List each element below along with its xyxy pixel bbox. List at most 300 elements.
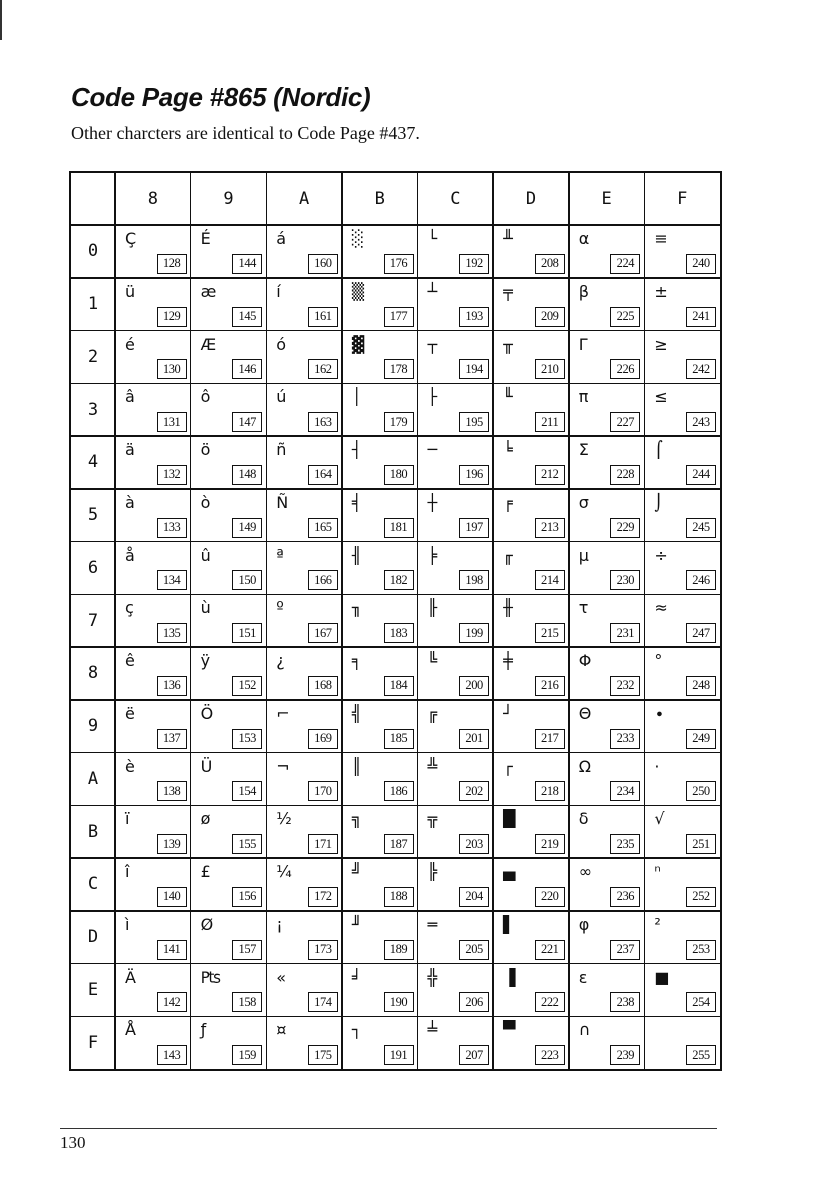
character-glyph: ═ <box>427 914 438 934</box>
table-cell <box>115 594 191 647</box>
decimal-code-box: 166 <box>308 570 338 590</box>
decimal-code-box: 161 <box>308 307 338 327</box>
table-cell <box>418 542 494 595</box>
decimal-code-box: 237 <box>610 940 640 960</box>
decimal-code-box: 245 <box>686 518 716 538</box>
character-glyph: Ñ <box>276 492 289 512</box>
row-header: 7 <box>87 610 99 631</box>
table-cell <box>418 647 494 700</box>
table-cell <box>493 383 569 436</box>
decimal-code-box: 198 <box>459 570 489 590</box>
character-glyph: ┬ <box>427 334 438 354</box>
table-cell <box>644 278 720 331</box>
table-cell <box>191 805 267 858</box>
table-cell <box>644 753 720 806</box>
character-glyph: ║ <box>351 756 362 776</box>
decimal-code-box: 154 <box>232 781 262 801</box>
decimal-code-box: 218 <box>535 781 565 801</box>
decimal-code-box: 239 <box>610 1045 640 1065</box>
decimal-code-box: 236 <box>610 887 640 907</box>
character-glyph: Ω <box>578 756 591 776</box>
decimal-code-box: 248 <box>686 676 716 696</box>
character-glyph: ç <box>125 598 134 618</box>
decimal-code-box: 242 <box>686 359 716 379</box>
character-glyph: ╙ <box>503 387 513 407</box>
table-cell <box>266 489 342 542</box>
character-glyph: φ <box>578 914 590 934</box>
row-header: 6 <box>87 557 99 578</box>
table-cell <box>342 753 418 806</box>
character-glyph: ╓ <box>503 545 513 565</box>
character-glyph: █ <box>503 809 516 829</box>
decimal-code-box: 173 <box>308 940 338 960</box>
table-cell <box>493 911 569 964</box>
table-cell <box>569 383 645 436</box>
table-cell <box>493 805 569 858</box>
decimal-code-box: 149 <box>232 518 262 538</box>
table-cell <box>342 594 418 647</box>
table-cell <box>644 1016 720 1069</box>
character-glyph: ╬ <box>427 967 438 987</box>
table-cell <box>493 964 569 1017</box>
table-cell <box>569 647 645 700</box>
decimal-code-box: 168 <box>308 676 338 696</box>
decimal-code-box: 146 <box>232 359 262 379</box>
decimal-code-box: 145 <box>232 307 262 327</box>
character-glyph: ≡ <box>654 229 668 248</box>
character-glyph: ╟ <box>427 598 438 618</box>
decimal-code-box: 200 <box>459 676 489 696</box>
decimal-code-box: 244 <box>686 465 716 485</box>
character-glyph: ■ <box>654 967 670 987</box>
decimal-code-box: 212 <box>535 465 565 485</box>
decimal-code-box: 195 <box>459 412 489 432</box>
character-glyph: ñ <box>276 440 287 459</box>
decimal-code-box: 152 <box>232 676 262 696</box>
decimal-code-box: 157 <box>232 940 262 960</box>
table-cell <box>342 383 418 436</box>
character-glyph: ± <box>654 281 668 301</box>
decimal-code-box: 219 <box>535 834 565 854</box>
character-glyph: ⁿ <box>654 862 661 881</box>
table-cell <box>418 1016 494 1069</box>
decimal-code-box: 241 <box>686 307 716 327</box>
character-glyph: ▓ <box>351 334 365 354</box>
table-cell <box>342 805 418 858</box>
decimal-code-box: 175 <box>308 1045 338 1065</box>
decimal-code-box: 186 <box>384 781 414 801</box>
decimal-code-box: 169 <box>308 729 338 749</box>
table-cell <box>418 964 494 1017</box>
decimal-code-box: 140 <box>157 887 187 907</box>
table-cell <box>191 700 267 753</box>
decimal-code-box: 160 <box>308 254 338 274</box>
table-cell <box>266 278 342 331</box>
table-cell <box>569 489 645 542</box>
character-glyph: ¼ <box>276 862 292 881</box>
table-cell <box>493 594 569 647</box>
table-cell <box>569 542 645 595</box>
character-glyph: Φ <box>578 651 592 670</box>
table-cell <box>569 700 645 753</box>
decimal-code-box: 230 <box>610 570 640 590</box>
character-glyph: ° <box>654 651 663 670</box>
table-cell <box>418 753 494 806</box>
decimal-code-box: 179 <box>384 412 414 432</box>
decimal-code-box: 159 <box>232 1045 262 1065</box>
decimal-code-box: 213 <box>535 518 565 538</box>
character-glyph: ┐ <box>351 1020 362 1040</box>
decimal-code-box: 235 <box>610 834 640 854</box>
decimal-code-box: 210 <box>535 359 565 379</box>
character-glyph: ó <box>276 334 287 354</box>
character-glyph: µ <box>578 545 589 565</box>
character-glyph: ▐ <box>503 967 516 987</box>
decimal-code-box: 208 <box>535 254 565 274</box>
character-glyph: ⌐ <box>276 703 290 723</box>
character-glyph: ÿ <box>200 651 211 670</box>
table-cell <box>266 647 342 700</box>
table-cell <box>191 331 267 384</box>
decimal-code-box: 222 <box>535 992 565 1012</box>
decimal-code-box: 150 <box>232 570 262 590</box>
character-glyph: σ <box>578 492 589 512</box>
footer-rule <box>60 1128 717 1129</box>
code-page-table <box>69 171 722 1071</box>
table-cell <box>418 489 494 542</box>
decimal-code-box: 254 <box>686 992 716 1012</box>
character-glyph: ½ <box>276 809 292 829</box>
column-header: A <box>298 189 310 209</box>
table-cell <box>191 436 267 489</box>
decimal-code-box: 205 <box>459 940 489 960</box>
table-cell <box>115 805 191 858</box>
character-glyph: ╘ <box>503 440 513 459</box>
decimal-code-box: 226 <box>610 359 640 379</box>
character-glyph: ï <box>125 809 130 829</box>
character-glyph: └ <box>427 229 438 248</box>
table-cell <box>266 225 342 278</box>
character-glyph: ╥ <box>503 334 513 354</box>
decimal-code-box: 172 <box>308 887 338 907</box>
decimal-code-box: 143 <box>157 1045 187 1065</box>
decimal-code-box: 129 <box>157 307 187 327</box>
character-glyph: Ö <box>200 703 214 723</box>
column-header: 8 <box>147 189 158 209</box>
page-subtitle: Other charcters are identical to Code Page #437. <box>71 123 420 143</box>
decimal-code-box: 234 <box>610 781 640 801</box>
decimal-code-box: 182 <box>384 570 414 590</box>
table-cell <box>644 700 720 753</box>
row-header: 1 <box>87 294 99 315</box>
table-cell <box>342 858 418 911</box>
row-header: 9 <box>87 716 99 737</box>
table-cell <box>418 331 494 384</box>
table-cell <box>115 700 191 753</box>
table-cell <box>115 225 191 278</box>
decimal-code-box: 228 <box>610 465 640 485</box>
table-cell <box>418 858 494 911</box>
table-cell <box>418 383 494 436</box>
character-glyph: ì <box>125 914 130 934</box>
decimal-code-box: 153 <box>232 729 262 749</box>
table-cell <box>115 542 191 595</box>
table-cell <box>569 594 645 647</box>
character-glyph: Ø <box>200 914 214 934</box>
decimal-code-box: 251 <box>686 834 716 854</box>
decimal-code-box: 220 <box>535 887 565 907</box>
table-cell <box>493 700 569 753</box>
decimal-code-box: 204 <box>459 887 489 907</box>
decimal-code-box: 246 <box>686 570 716 590</box>
character-glyph: Θ <box>578 703 592 723</box>
character-glyph: ╢ <box>351 545 362 565</box>
table-cell <box>266 858 342 911</box>
character-glyph: ┤ <box>351 440 362 459</box>
row-header: B <box>87 821 99 842</box>
table-cell <box>115 647 191 700</box>
decimal-code-box: 151 <box>232 623 262 643</box>
character-glyph: ε <box>578 967 588 987</box>
character-glyph: ├ <box>427 387 438 407</box>
character-glyph: ╒ <box>503 492 513 512</box>
character-glyph: ╗ <box>351 809 362 829</box>
row-header: 5 <box>87 505 99 526</box>
character-glyph: ë <box>125 703 135 723</box>
row-header: A <box>87 768 99 789</box>
table-cell <box>493 858 569 911</box>
character-glyph: Ä <box>125 967 136 987</box>
character-glyph: ù <box>200 598 211 618</box>
table-cell <box>493 225 569 278</box>
table-cell <box>342 700 418 753</box>
character-glyph: ─ <box>427 440 438 459</box>
character-glyph: ╧ <box>427 1020 438 1040</box>
decimal-code-box: 202 <box>459 781 489 801</box>
decimal-code-box: 189 <box>384 940 414 960</box>
table-cell <box>191 911 267 964</box>
character-glyph: á <box>276 229 287 248</box>
character-glyph: ƒ <box>200 1020 207 1040</box>
decimal-code-box: 187 <box>384 834 414 854</box>
table-cell <box>191 1016 267 1069</box>
character-glyph: ╣ <box>351 703 362 723</box>
row-header: E <box>87 979 99 1000</box>
row-header: 3 <box>87 399 99 420</box>
character-glyph: ╛ <box>351 967 362 987</box>
decimal-code-box: 217 <box>535 729 565 749</box>
character-glyph: Å <box>125 1020 136 1040</box>
table-cell <box>191 858 267 911</box>
decimal-code-box: 183 <box>384 623 414 643</box>
character-glyph: ▌ <box>503 914 516 934</box>
row-header: C <box>87 874 99 895</box>
character-glyph: å <box>125 545 135 565</box>
table-cell <box>569 225 645 278</box>
table-cell <box>493 1016 569 1069</box>
character-glyph: ░ <box>351 229 365 248</box>
character-glyph: ╞ <box>427 545 438 565</box>
decimal-code-box: 131 <box>157 412 187 432</box>
decimal-code-box: 214 <box>535 570 565 590</box>
table-cell <box>569 753 645 806</box>
decimal-code-box: 136 <box>157 676 187 696</box>
character-glyph: é <box>125 334 135 354</box>
table-cell <box>418 594 494 647</box>
table-cell <box>266 331 342 384</box>
table-cell <box>191 383 267 436</box>
decimal-code-box: 209 <box>535 307 565 327</box>
table-cell <box>569 964 645 1017</box>
character-glyph: ╔ <box>427 703 438 723</box>
decimal-code-box: 196 <box>459 465 489 485</box>
character-glyph: ┘ <box>503 703 513 723</box>
table-cell <box>644 964 720 1017</box>
table-cell <box>191 594 267 647</box>
page-number: 130 <box>60 1133 86 1152</box>
character-glyph: ╤ <box>503 281 513 301</box>
decimal-code-box: 181 <box>384 518 414 538</box>
character-glyph: ╪ <box>503 651 513 670</box>
decimal-code-box: 177 <box>384 307 414 327</box>
decimal-code-box: 233 <box>610 729 640 749</box>
character-glyph: Σ <box>578 440 589 459</box>
character-glyph: π <box>578 387 589 407</box>
table-cell <box>115 858 191 911</box>
table-cell <box>266 911 342 964</box>
character-glyph: ₧ <box>200 967 221 987</box>
character-glyph: É <box>200 229 211 248</box>
character-glyph: ╜ <box>351 914 362 934</box>
table-cell <box>115 436 191 489</box>
decimal-code-box: 221 <box>535 940 565 960</box>
character-glyph: · <box>654 756 660 776</box>
table-cell <box>644 911 720 964</box>
decimal-code-box: 197 <box>459 518 489 538</box>
table-cell <box>644 436 720 489</box>
table-cell <box>191 753 267 806</box>
character-glyph: º <box>276 598 284 618</box>
decimal-code-box: 156 <box>232 887 262 907</box>
character-glyph: è <box>125 756 135 776</box>
decimal-code-box: 191 <box>384 1045 414 1065</box>
decimal-code-box: 164 <box>308 465 338 485</box>
character-glyph: û <box>200 545 211 565</box>
decimal-code-box: 231 <box>610 623 640 643</box>
character-glyph: ╠ <box>427 862 438 881</box>
table-cell <box>493 489 569 542</box>
table-cell <box>342 647 418 700</box>
table-cell <box>266 753 342 806</box>
table-cell <box>266 436 342 489</box>
character-glyph: ≥ <box>654 334 668 354</box>
table-cell <box>644 331 720 384</box>
character-glyph: ∙ <box>654 703 665 723</box>
table-cell <box>266 594 342 647</box>
decimal-code-box: 225 <box>610 307 640 327</box>
scan-edge-mark <box>0 0 2 40</box>
character-glyph: β <box>578 281 589 301</box>
character-glyph: │ <box>351 387 362 407</box>
table-cell <box>191 278 267 331</box>
character-glyph: ╖ <box>351 598 362 618</box>
character-glyph: ┴ <box>427 281 438 301</box>
table-cell <box>191 647 267 700</box>
table-cell <box>342 225 418 278</box>
decimal-code-box: 148 <box>232 465 262 485</box>
character-glyph: ╡ <box>351 492 362 512</box>
decimal-code-box: 243 <box>686 412 716 432</box>
table-cell <box>115 1016 191 1069</box>
character-glyph: ▒ <box>351 281 365 301</box>
table-cell <box>342 911 418 964</box>
character-glyph: ╩ <box>427 756 438 776</box>
decimal-code-box: 133 <box>157 518 187 538</box>
character-glyph: ö <box>200 440 211 459</box>
decimal-code-box: 132 <box>157 465 187 485</box>
decimal-code-box: 130 <box>157 359 187 379</box>
table-cell <box>266 1016 342 1069</box>
character-glyph: ≈ <box>654 598 668 618</box>
decimal-code-box: 193 <box>459 307 489 327</box>
character-glyph: « <box>276 967 287 987</box>
table-cell <box>342 964 418 1017</box>
table-cell <box>115 383 191 436</box>
decimal-code-box: 176 <box>384 254 414 274</box>
decimal-code-box: 250 <box>686 781 716 801</box>
table-cell <box>569 436 645 489</box>
table-cell <box>266 805 342 858</box>
table-cell <box>115 753 191 806</box>
decimal-code-box: 203 <box>459 834 489 854</box>
row-header: 2 <box>87 346 99 367</box>
decimal-code-box: 171 <box>308 834 338 854</box>
character-glyph: ² <box>654 914 661 934</box>
decimal-code-box: 128 <box>157 254 187 274</box>
table-cell <box>342 542 418 595</box>
table-cell <box>191 964 267 1017</box>
table-cell <box>191 489 267 542</box>
decimal-code-box: 238 <box>610 992 640 1012</box>
character-glyph: ╫ <box>503 598 513 618</box>
decimal-code-box: 199 <box>459 623 489 643</box>
table-cell <box>644 594 720 647</box>
table-cell <box>115 911 191 964</box>
decimal-code-box: 163 <box>308 412 338 432</box>
character-glyph: ä <box>125 440 135 459</box>
character-glyph: δ <box>578 809 589 829</box>
decimal-code-box: 201 <box>459 729 489 749</box>
table-cell <box>191 542 267 595</box>
table-cell <box>493 436 569 489</box>
decimal-code-box: 141 <box>157 940 187 960</box>
decimal-code-box: 194 <box>459 359 489 379</box>
character-glyph: ╦ <box>427 809 438 829</box>
character-glyph: ø <box>200 809 211 829</box>
column-header: C <box>450 189 461 209</box>
character-glyph: ┌ <box>503 756 513 776</box>
table-cell <box>418 805 494 858</box>
character-glyph: Ü <box>200 756 213 776</box>
row-header: 8 <box>87 663 99 684</box>
character-glyph: ╚ <box>427 651 438 670</box>
table-cell <box>342 331 418 384</box>
character-glyph: ô <box>200 387 211 407</box>
character-glyph: ╨ <box>503 229 513 248</box>
decimal-code-box: 247 <box>686 623 716 643</box>
character-glyph: ú <box>276 387 287 407</box>
decimal-code-box: 137 <box>157 729 187 749</box>
